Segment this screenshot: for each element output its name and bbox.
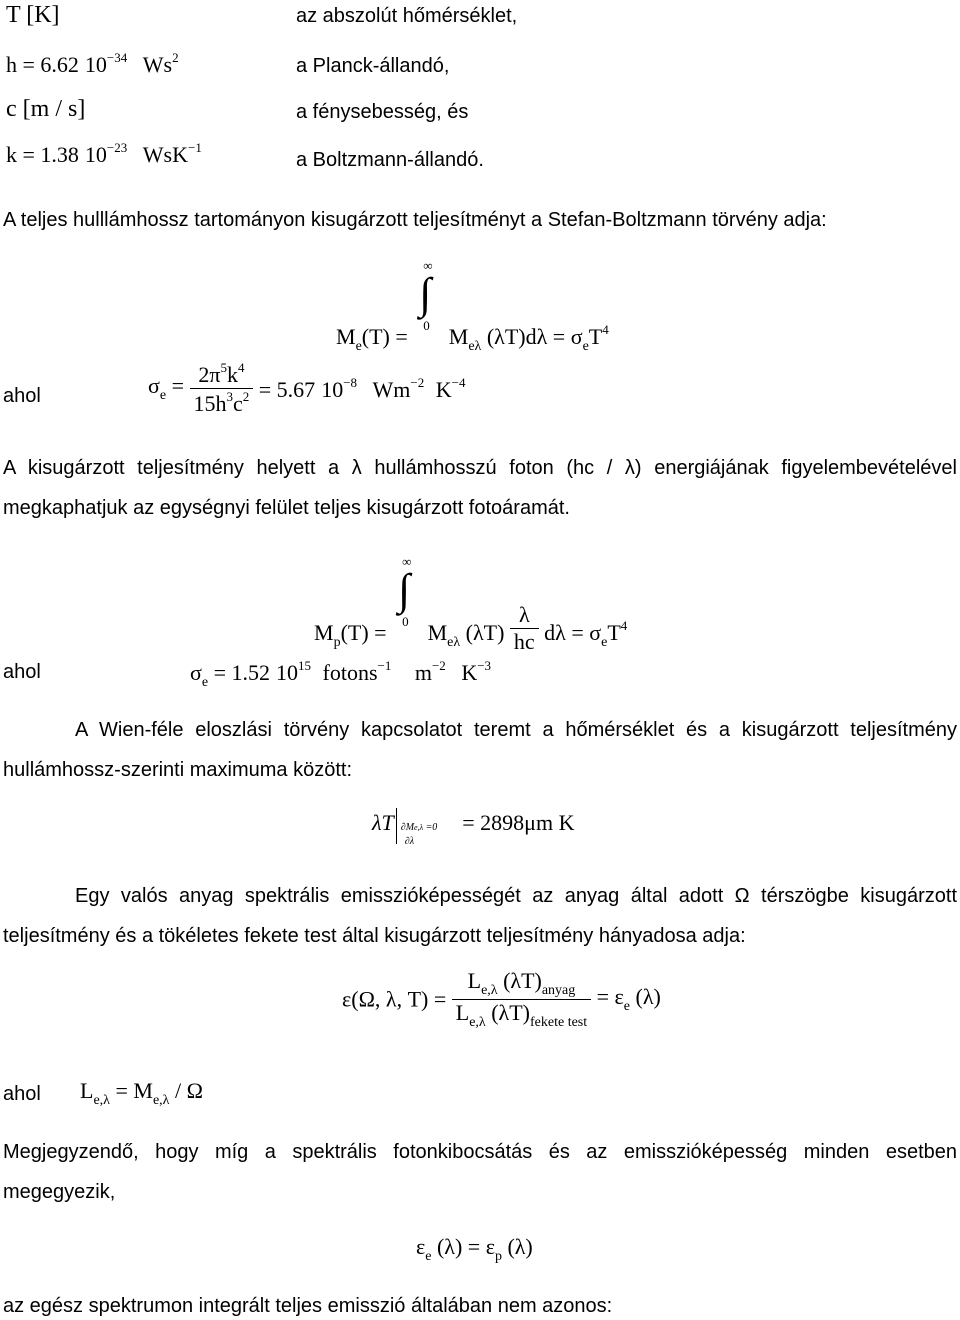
def-planck-text: a Planck-állandó, (296, 55, 450, 77)
paragraph-stefan-boltzmann: A teljes hulllámhossz tartományon kisugárzott teljesítményt a Stefan-Boltzmann törvény adja: (3, 209, 827, 231)
def-boltzmann-symbol: k = 1.38 $10^{-23}$ WsK$^{-1}$ (6, 140, 202, 167)
def-planck-symbol: h = 6.62 $10^{-34}$ Ws$^2$ (6, 50, 179, 77)
equation-wien: λT ∂Me,λ =0 ∂λ = 2898μm K (372, 810, 575, 847)
def-speed-symbol: c [m / s] (6, 96, 86, 122)
def-speed-text: a fénysebesség, és (296, 101, 469, 123)
def-boltzmann-text: a Boltzmann-állandó. (296, 149, 484, 171)
ahol-label-2: ahol (3, 661, 41, 683)
paragraph-emissivity: Egy valós anyag spektrális emisszióképességét az anyag által adott Ω térszögbe kisugárzott teljesítmény és a tökéletes fekete test által kisugárzott teljesítmény hányadosa adja: (3, 885, 957, 947)
paragraph-wien: A Wien-féle eloszlási törvény kapcsolatot teremt a hőmérséklet és a kisugárzott teljesítmény hullámhossz-szerinti maximuma között: (3, 719, 957, 781)
subscript-anyag: anyag (541, 983, 576, 998)
ahol-label-3: ahol (3, 1083, 41, 1105)
paragraph-photon-energy: A kisugárzott teljesítmény helyett a λ hullámhosszú foton (hc / λ) energiájának figyelembevételével megkaphatjuk az egységnyi felület teljes kisugárzott fotoáramát. (3, 457, 957, 519)
paragraph-note: Megjegyzendő, hogy míg a spektrális fotonkibocsátás és az emisszióképesség minden esetben megegyezik, (3, 1141, 957, 1203)
equation-sigma-photon: $\sigma_e = 1.52$ $10^{15}$ fotons$^{-1}$ $m^{-2}$ $K^{-3}$ (190, 658, 492, 690)
equation-sigma-stefan: $\sigma_e$ = $\frac{2\pi^5k^4}{15h^3c^2}$ = 5.67 $10^{-8}$ $Wm^{-2}$ $K^{-4}$ (148, 360, 466, 416)
ahol-label-1: ahol (3, 385, 41, 407)
equation-emissivity: ε(Ω, λ, T) = $\frac{L_{e,\lambda} (\lambda T)_{anyag}}{L_{e,\lambda} (\lambda T)_{fekete test}}$ = $\varepsilon_e$ (λ) (342, 968, 661, 1030)
equation-photon-flux: $M_p(T)$ = ∞ ∫ 0 $M_{e\lambda}$ (λT) $\frac{\lambda}{hc}$ $d\lambda = \sigma_eT^4$ (314, 554, 628, 655)
paragraph-total-emission: az egész spektrumon integrált teljes emisszió általában nem azonos: (3, 1295, 613, 1317)
def-temperature-text: az abszolút hőmérséklet, (296, 5, 518, 27)
subscript-fekete-test: fekete test (530, 1015, 588, 1030)
wien-constant: = 2898μm K (462, 810, 575, 835)
equation-emissivity-equal: $\varepsilon_e$ $(\lambda) = \varepsilon_p$ (λ) (416, 1234, 533, 1264)
def-temperature-symbol: T [K] (6, 2, 60, 28)
equation-radiance: $L_{e,\lambda} = M_{e,\lambda} / \Omega$ (80, 1078, 203, 1108)
equation-stefan-boltzmann: $M_e(T)$ = ∞ ∫ 0 $M_{e\lambda}$ $(\lambda T)d\lambda = \sigma_eT^4$ (336, 258, 609, 354)
